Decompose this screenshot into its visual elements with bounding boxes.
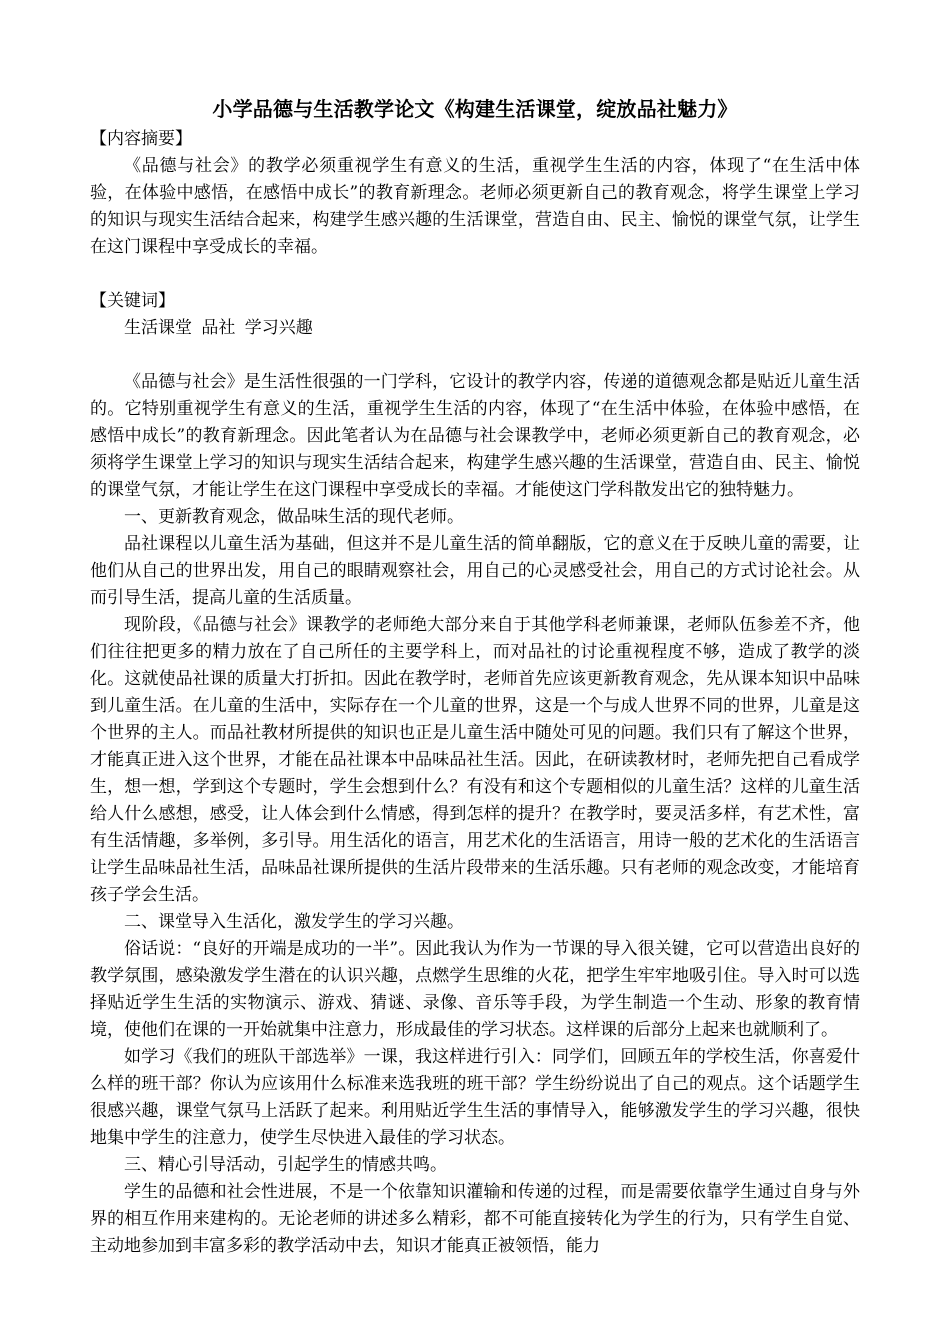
- section-1-paragraph-2: 现阶段，《品德与社会》课教学的老师绝大部分来自于其他学科老师兼课，老师队伍参差不齐，他们往往把更多的精力放在了自己所任的主要学科上，而对品社的讨论重视程度不够，造成了教学的淡化。这就使品社课的质量大打折扣。因此在教学时，老师首先应该更新教育观念，先从课本知识中品味到儿童生活。在儿童的生活中，实际存在一个儿童的世界，这是一个与成人世界不同的世界，儿童是这个世界的主人。而品社教材所提供的知识也正是儿童生活中随处可见的问题。我们只有了解这个世界，才能真正进入这个世界，才能在品社课本中品味品社生活。因此，在研读教材时，老师先把自己看成学生，想一想，学到这个专题时，学生会想到什么？有没有和这个专题相似的儿童生活？这样的儿童生活给人什么感想，感受，让人体会到什么情感，得到怎样的提升？在教学时，要灵活多样，有艺术性，富有生活情趣，多举例，多引导。用生活化的语言，用艺术化的生活语言，用诗一般的艺术化的生活语言让学生品味品社生活，品味品社课所提供的生活片段带来的生活乐趣。只有老师的观念改变，才能培育孩子学会生活。: [90, 615, 860, 905]
- section-2-heading: 二、课堂导入生活化，激发学生的学习兴趣。: [124, 912, 464, 932]
- section-3-heading: 三、精心引导活动，引起学生的情感共鸣。: [124, 1155, 447, 1175]
- section-1-paragraph-1: 品社课程以儿童生活为基础，但这并不是儿童生活的简单翻版，它的意义在于反映儿童的需要，让他们从自己的世界出发，用自己的眼睛观察社会，用自己的心灵感受社会，用自己的方式讨论社会。从而引导生活，提高儿童的生活质量。: [90, 534, 860, 608]
- abstract-text: 《品德与社会》的教学必须重视学生有意义的生活，重视学生生活的内容，体现了“在生活中体验，在体验中感悟，在感悟中成长”的教育新理念。老师必须更新自己的教育观念，将学生课堂上学习的知识与现实生活结合起来，构建学生感兴趣的生活课堂，营造自由、民主、愉悦的课堂气氛，让学生在这门课程中享受成长的幸福。: [90, 156, 860, 257]
- spacer: [90, 261, 860, 288]
- section-1-heading: 一、更新教育观念，做品味生活的现代老师。: [124, 507, 464, 527]
- document-page: [90, 94, 860, 1260]
- section-2-paragraph-1: 俗话说：“良好的开端是成功的一半”。因此我认为作为一节课的导入很关键，它可以营造出良好的教学氛围，感染激发学生潜在的认识兴趣，点燃学生思维的火花，把学生牢牢地吸引住。导入时可以选择贴近学生生活的实物演示、游戏、猜谜、录像、音乐等手段，为学生制造一个生动、形象的教育情境，使他们在课的一开始就集中注意力，形成最佳的学习状态。这样课的后部分上起来也就顺利了。: [90, 939, 860, 1040]
- abstract-label: 【内容摘要】: [90, 129, 192, 149]
- intro-paragraph: 《品德与社会》是生活性很强的一门学科，它设计的教学内容，传递的道德观念都是贴近儿童生活的。它特别重视学生有意义的生活，重视学生生活的内容，体现了“在生活中体验，在体验中感悟，在感悟中成长”的教育新理念。因此笔者认为在品德与社会课教学中，老师必须更新自己的教育观念，必须将学生课堂上学习的知识与现实生活结合起来，构建学生感兴趣的生活课堂，营造自由、民主、愉悦的课堂气氛，才能让学生在这门课程中享受成长的幸福。才能使这门学科散发出它的独特魅力。: [90, 372, 860, 500]
- keywords-text: 生活课堂 品社 学习兴趣: [124, 318, 313, 338]
- document-title: 小学品德与生活教学论文《构建生活课堂，绽放品社魅力》: [212, 97, 738, 121]
- spacer: [90, 342, 860, 369]
- section-3-paragraph-1: 学生的品德和社会性进展，不是一个依靠知识灌输和传递的过程，而是需要依靠学生通过自身与外界的相互作用来建构的。无论老师的讲述多么精彩，都不可能直接转化为学生的行为，只有学生自觉、主动地参加到丰富多彩的教学活动中去，知识才能真正被领悟，能力: [90, 1182, 860, 1256]
- keywords-label: 【关键词】: [90, 291, 175, 311]
- section-2-paragraph-2: 如学习《我们的班队干部选举》一课，我这样进行引入：同学们，回顾五年的学校生活，你喜爱什么样的班干部？你认为应该用什么标准来选我班的班干部？学生纷纷说出了自己的观点。这个话题学生很感兴趣，课堂气氛马上活跃了起来。利用贴近学生生活的事情导入，能够激发学生的学习兴趣，很快地集中学生的注意力，使学生尽快进入最佳的学习状态。: [90, 1047, 860, 1148]
